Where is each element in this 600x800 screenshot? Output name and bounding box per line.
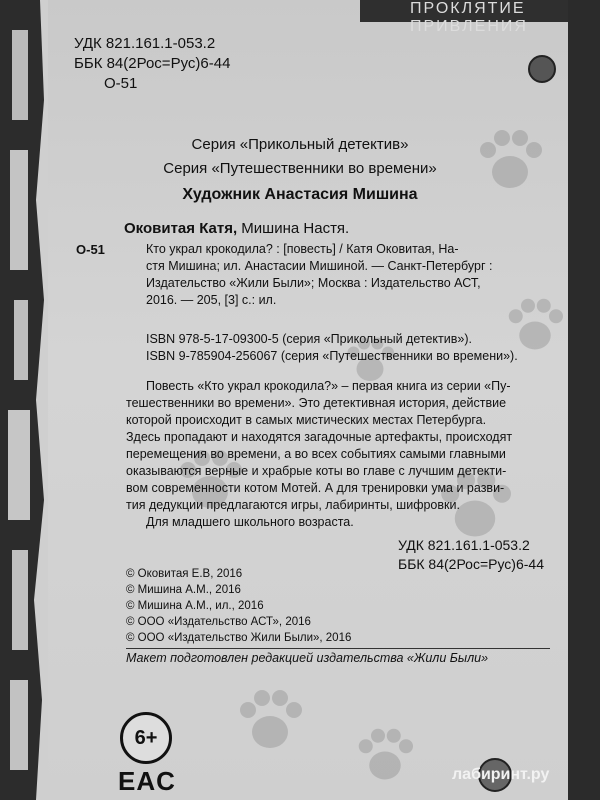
annotation-line: перемещения во времени, а во всех событиях самыми главными bbox=[126, 447, 506, 461]
top-banner-text: ПРОКЛЯТИЕ ПРИВЛЕНИЯ bbox=[410, 0, 528, 35]
copyright-line: © Мишина А.М., 2016 bbox=[126, 584, 241, 596]
annotation-line: Здесь пропадают и находятся загадочные артефакты, происходят bbox=[126, 430, 513, 444]
paw-print-icon bbox=[350, 720, 420, 790]
description-line: 2016. — 205, [3] с.: ил. bbox=[146, 293, 277, 307]
eac-mark: EAC bbox=[118, 766, 176, 796]
authors-bold: Оковитая Катя, bbox=[124, 220, 238, 237]
watermark: лабиринт.ру bbox=[452, 766, 550, 783]
index-code: О-51 bbox=[76, 242, 105, 257]
artist-line: Художник Анастасия Мишина bbox=[182, 186, 418, 203]
copyright-line: © ООО «Издательство АСТ», 2016 bbox=[126, 616, 311, 628]
series-line-1: Серия «Прикольный детектив» bbox=[191, 136, 409, 153]
isbn-line: ISBN 9-785904-256067 (серия «Путешественники во времени»). bbox=[146, 349, 518, 363]
udk-top-block bbox=[74, 34, 230, 94]
copyright-line: © Мишина А.М., ил., 2016 bbox=[126, 600, 264, 612]
index-top-line: О-51 bbox=[104, 75, 138, 92]
annotation-line: оказываются верные и храбрые коты во главе с лучшим детекти- bbox=[126, 464, 507, 478]
page-right-dark-edge bbox=[568, 0, 600, 800]
description-line: стя Мишина; ил. Анастасии Мишиной. — Санкт-Петербург : bbox=[146, 259, 493, 273]
bbk-top-line: ББК 84(2Рос=Рус)6-44 bbox=[74, 55, 231, 72]
annotation-line: которой происходит в самых мистических местах Петербурга. bbox=[126, 413, 487, 427]
annotation-line: Повесть «Кто украл крокодила?» – первая книга из серии «Пу- bbox=[146, 379, 511, 393]
copyright-block bbox=[126, 566, 351, 646]
copyright-line: © ООО «Издательство Жили Были», 2016 bbox=[126, 632, 352, 644]
annotation-line: вом современности котом Мотей. А для тренировки ума и разви- bbox=[126, 481, 505, 495]
authors-rest: Мишина Настя. bbox=[237, 220, 350, 237]
isbn-block bbox=[146, 331, 518, 365]
bbk-bottom-line: ББК 84(2Рос=Рус)6-44 bbox=[398, 556, 544, 572]
description-line: Кто украл крокодила? : [повесть] / Катя Оковитая, На- bbox=[146, 242, 459, 256]
udk-bottom-block bbox=[398, 536, 544, 574]
maket-line: Макет подготовлен редакцией издательства «Жили Были» bbox=[126, 648, 550, 665]
annotation-line: тия дедукции предлагаются игры, лабиринты, шифровки. bbox=[126, 498, 460, 512]
series-line-2: Серия «Путешественники во времени» bbox=[163, 160, 437, 177]
description-line: Издательство «Жили Были»; Москва : Издательство АСТ, bbox=[146, 276, 481, 290]
udk-top-line: УДК 821.161.1-053.2 bbox=[74, 35, 216, 52]
isbn-line: ISBN 978-5-17-09300-5 (серия «Прикольный детектив»). bbox=[146, 332, 472, 346]
copyright-line: © Оковитая Е.В, 2016 bbox=[126, 568, 243, 580]
annotation-line: тешественники во времени». Это детективная история, действие bbox=[126, 396, 507, 410]
authors-line bbox=[124, 220, 349, 237]
age-rating-badge: 6+ bbox=[120, 712, 172, 764]
udk-bottom-line: УДК 821.161.1-053.2 bbox=[398, 537, 530, 553]
annotation-line: Для младшего школьного возраста. bbox=[146, 515, 354, 529]
torn-film-border bbox=[0, 0, 48, 800]
description-block bbox=[146, 241, 492, 309]
paw-print-icon bbox=[230, 680, 310, 760]
bolt-icon bbox=[528, 55, 556, 83]
annotation-block bbox=[126, 378, 512, 531]
